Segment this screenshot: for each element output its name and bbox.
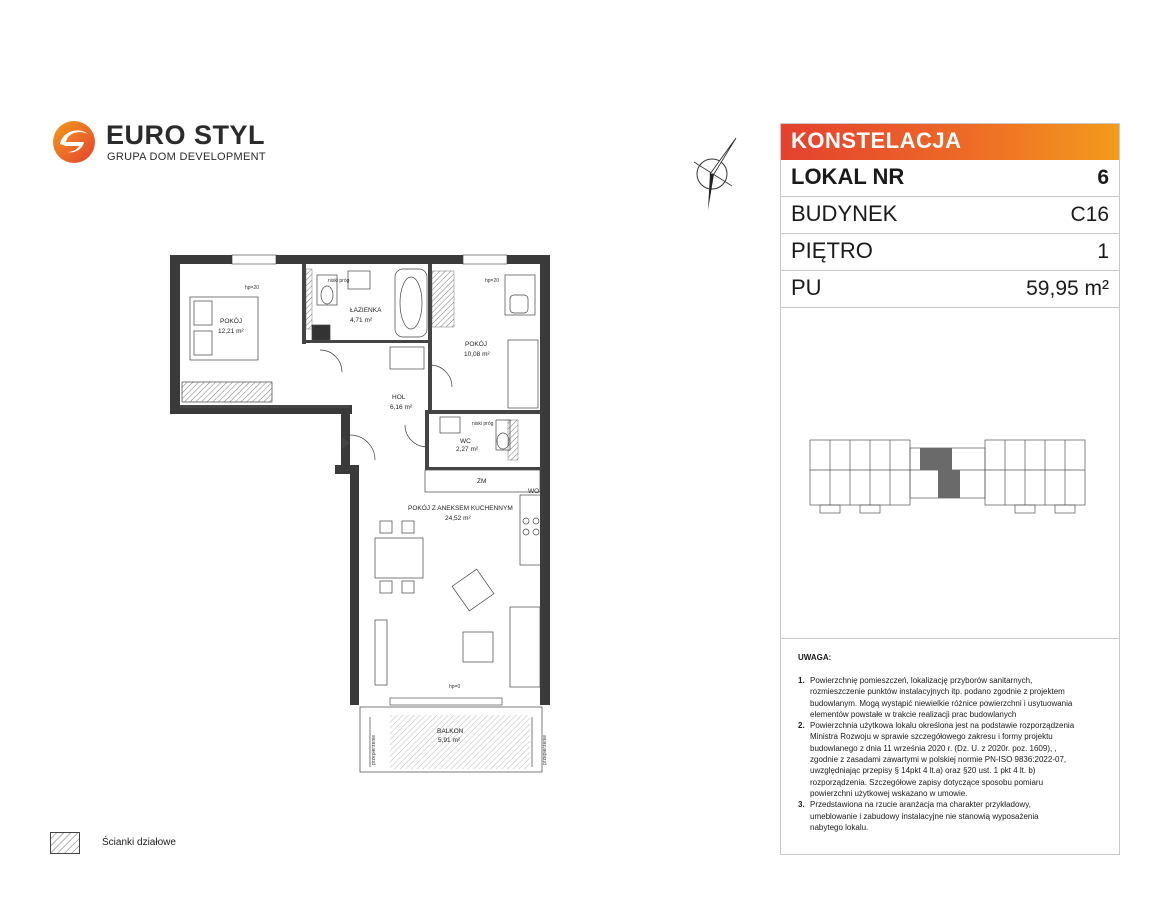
note-line: budowlanym. Mogą wystąpić niewielkie różnice powierzchni i usytuowania <box>810 698 1073 708</box>
note-line: Powierzchnię pomieszczeń, lokalizację przyborów sanitarnych, <box>810 676 1033 685</box>
legend-label: Ścianki działowe <box>102 837 176 848</box>
sill-height-label: hp=0 <box>449 684 461 690</box>
bed <box>182 297 272 402</box>
note-line: nabytego lokalu. <box>810 822 869 832</box>
info-value: 59,95 m² <box>1026 277 1109 300</box>
note-number: 2. <box>798 721 805 731</box>
notes-list <box>798 675 1103 833</box>
info-value: 6 <box>1097 166 1109 189</box>
note-line: budowlanego z dnia 11 września 2020 r. (Dz. U. z 2020r. poz. 1609), , <box>810 743 1057 753</box>
info-value: 1 <box>1097 240 1109 263</box>
building-key-plan <box>800 430 1100 525</box>
room-name: WC <box>460 438 471 445</box>
note-line: powierzchni użytkowej wskazano w umowie. <box>810 788 968 798</box>
note-line: elementów powstałe w trakcie realizacji prac budowlanych <box>810 709 1017 719</box>
note-number: 1. <box>798 676 805 685</box>
info-row-unit <box>781 160 1119 197</box>
hatch-pattern-icon <box>50 832 80 854</box>
living-furniture <box>375 569 540 687</box>
info-row-building <box>781 197 1119 234</box>
room-name: ŁAZIENKA <box>350 307 382 314</box>
legend <box>50 832 250 856</box>
threshold-label: niski próg <box>328 278 350 284</box>
project-header <box>781 124 1119 160</box>
room-name: HOL <box>392 394 406 401</box>
note-item <box>798 675 1103 720</box>
info-label: LOKAL NR <box>791 164 905 189</box>
room-name: BALKON <box>437 728 464 735</box>
partition-label: przepierzenie <box>542 734 548 765</box>
note-line: zgodnie z zasadami zawartymi w polskiej normie PN-ISO 9836:2022-07, <box>810 755 1067 765</box>
fixture-label: WO <box>528 488 540 495</box>
note-line: Przedstawiona na rzucie aranżacja ma charakter przykładowy, <box>810 800 1031 810</box>
notes-section <box>780 638 1120 855</box>
euro-styl-logo-icon <box>50 118 98 166</box>
room-area: 24,52 m² <box>445 515 471 522</box>
logo-name: EURO STYL <box>106 120 266 150</box>
project-name: KONSTELACJA <box>791 128 962 153</box>
sill-height-label: hp=20 <box>245 285 260 291</box>
room-area: 2,27 m² <box>456 446 479 453</box>
note-item <box>798 720 1103 799</box>
info-label: PU <box>791 275 822 300</box>
info-value: C16 <box>1070 203 1109 226</box>
room-area: 5,91 m² <box>438 737 461 744</box>
info-row-floor <box>781 234 1119 271</box>
fixture-label: ZM <box>477 478 487 485</box>
info-label: PIĘTRO <box>791 238 873 263</box>
floor-plan <box>160 245 565 785</box>
interior-walls <box>180 264 542 470</box>
info-row-area <box>781 271 1119 308</box>
room-area: 4,71 m² <box>350 317 373 324</box>
desk-set <box>505 275 538 408</box>
note-item <box>798 799 1103 833</box>
note-line: Powierzchnia użytkowa lokalu określona jest na podstawie rozporządzenia <box>810 721 1075 731</box>
north-arrow-icon <box>688 134 748 214</box>
sill-height-label: hp=20 <box>485 278 500 284</box>
room-area: 12,21 m² <box>218 328 244 335</box>
note-line: Ministra Rozwoju w sprawie szczegółowego zakresu i formy projektu <box>810 732 1053 742</box>
dining-table <box>375 521 423 593</box>
partition-label: przepierzenie <box>371 734 377 765</box>
room-name: POKÓJ <box>220 318 243 325</box>
note-number: 3. <box>798 800 805 810</box>
room-name: POKÓJ <box>465 341 488 348</box>
company-logo <box>50 118 270 168</box>
info-label: BUDYNEK <box>791 201 898 226</box>
room-area: 10,08 m² <box>464 351 490 358</box>
room-area: 6,16 m² <box>390 404 413 411</box>
room-name: POKÓJ Z ANEKSEM KUCHENNYM <box>408 505 513 512</box>
highlighted-unit <box>920 448 960 498</box>
note-line: rozmieszczenie punktów instalacyjnych itp. podano zgodnie z projektem <box>810 687 1065 697</box>
note-line: rozporządzenia. Szczegółowe zapisy dotyczące sposobu pomiaru <box>810 777 1044 787</box>
threshold-label: niski próg <box>472 421 494 427</box>
logo-subtitle: GRUPA DOM DEVELOPMENT <box>107 151 266 163</box>
note-line: umeblowanie i zabudowy instalacyjne nie stanowią wyposażenia <box>810 811 1039 821</box>
note-line: uwzględniając przepisy § 14pkt 4 lt.a) oraz §20 ust. 1 pkt 4 lt. b) <box>810 766 1036 776</box>
notes-title: UWAGA: <box>798 653 832 662</box>
partition-walls <box>306 269 518 460</box>
